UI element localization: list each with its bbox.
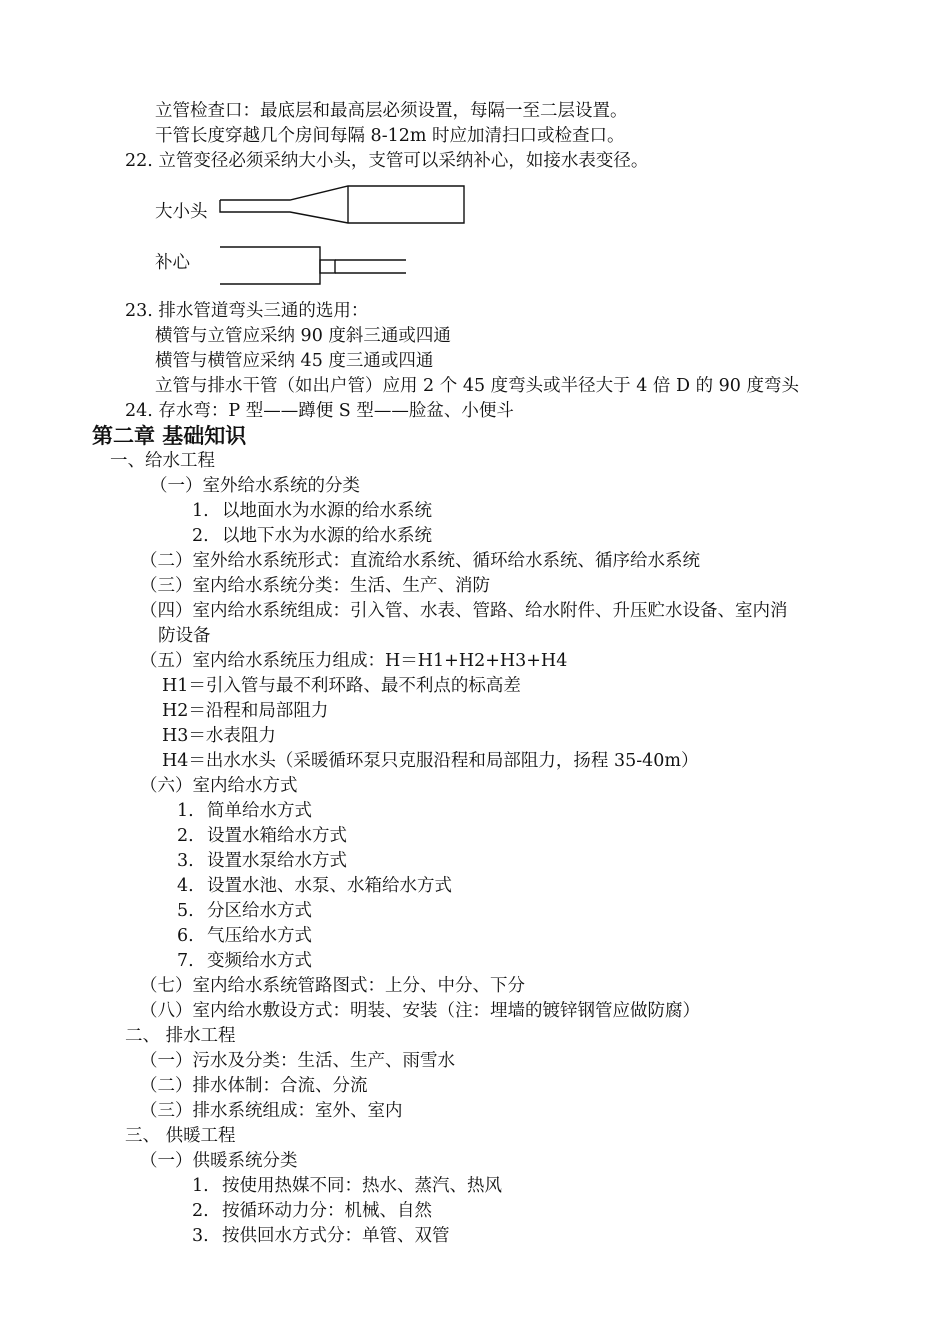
- list-item: 6. 气压给水方式: [177, 926, 312, 946]
- section-heading: 二、 排水工程: [125, 1026, 236, 1046]
- list-item-23: 23. 排水管道弯头三通的选用：: [125, 301, 369, 321]
- list-item-22: 22. 立管变径必须采纳大小头，支管可以采纳补心，如接水表变径。: [125, 151, 649, 171]
- list-item: 1. 简单给水方式: [177, 801, 312, 821]
- text-line: 干管长度穿越几个房间每隔 8-12m 时应加清扫口或检查口。: [155, 126, 625, 146]
- subsection-heading: （一）室外给水系统的分类: [150, 476, 360, 496]
- subsection-heading: （八）室内给水敷设方式：明装、安装（注：埋墙的镀锌钢管应做防腐）: [140, 1001, 700, 1021]
- section-heading: 三、 供暖工程: [125, 1126, 236, 1146]
- list-item: 2. 按循环动力分：机械、自然: [192, 1201, 432, 1221]
- bushing-shape: [220, 247, 406, 284]
- reducer-label: 大小头: [155, 202, 208, 222]
- subsection-heading: （四）室内给水系统组成：引入管、水表、管路、给水附件、升压贮水设备、室内消: [140, 601, 788, 621]
- list-item: 3. 设置水泵给水方式: [177, 851, 347, 871]
- text-line: H2＝沿程和局部阻力: [162, 701, 329, 721]
- subsection-heading: （二）排水体制：合流、分流: [140, 1076, 368, 1096]
- subsection-heading: （三）排水系统组成：室外、室内: [140, 1101, 403, 1121]
- list-item-24: 24. 存水弯：P 型——蹲便 S 型——脸盆、小便斗: [125, 401, 514, 421]
- text-line: 立管与排水干管（如出户管）应用 2 个 45 度弯头或半径大于 4 倍 D 的 90 度弯头: [155, 376, 799, 396]
- text-line: H1＝引入管与最不利环路、最不利点的标高差: [162, 676, 521, 696]
- section-heading: 一、给水工程: [110, 451, 215, 471]
- reducer-shape: [220, 186, 464, 223]
- list-item: 2. 以地下水为水源的给水系统: [192, 526, 432, 546]
- list-item: 1. 按使用热媒不同：热水、蒸汽、热风: [192, 1176, 502, 1196]
- list-item: 4. 设置水池、水泵、水箱给水方式: [177, 876, 452, 896]
- list-item: 1. 以地面水为水源的给水系统: [192, 501, 432, 521]
- list-item: 5. 分区给水方式: [177, 901, 312, 921]
- pipe-fittings-diagram: [210, 180, 480, 290]
- chapter-heading: 第二章 基础知识: [92, 424, 247, 448]
- subsection-heading: （七）室内给水系统管路图式：上分、中分、下分: [140, 976, 525, 996]
- text-line: 立管检查口：最底层和最高层必须设置，每隔一至二层设置。: [155, 101, 628, 121]
- subsection-heading: （一）污水及分类：生活、生产、雨雪水: [140, 1051, 455, 1071]
- subsection-heading: （三）室内给水系统分类：生活、生产、消防: [140, 576, 490, 596]
- text-line: H3＝水表阻力: [162, 726, 276, 746]
- text-line: H4＝出水水头（采暖循环泵只克服沿程和局部阻力，扬程 35-40m）: [162, 751, 699, 771]
- text-line: 横管与立管应采纳 90 度斜三通或四通: [155, 326, 451, 346]
- text-line: 防设备: [158, 626, 211, 646]
- subsection-heading: （一）供暖系统分类: [140, 1151, 298, 1171]
- list-item: 2. 设置水箱给水方式: [177, 826, 347, 846]
- list-item: 3. 按供回水方式分：单管、双管: [192, 1226, 450, 1246]
- bushing-label: 补心: [155, 253, 190, 273]
- list-item: 7. 变频给水方式: [177, 951, 312, 971]
- text-line: 横管与横管应采纳 45 度三通或四通: [155, 351, 434, 371]
- subsection-heading: （六）室内给水方式: [140, 776, 298, 796]
- subsection-heading: （五）室内给水系统压力组成：H＝H1+H2+H3+H4: [140, 651, 568, 671]
- subsection-heading: （二）室外给水系统形式：直流给水系统、循环给水系统、循序给水系统: [140, 551, 700, 571]
